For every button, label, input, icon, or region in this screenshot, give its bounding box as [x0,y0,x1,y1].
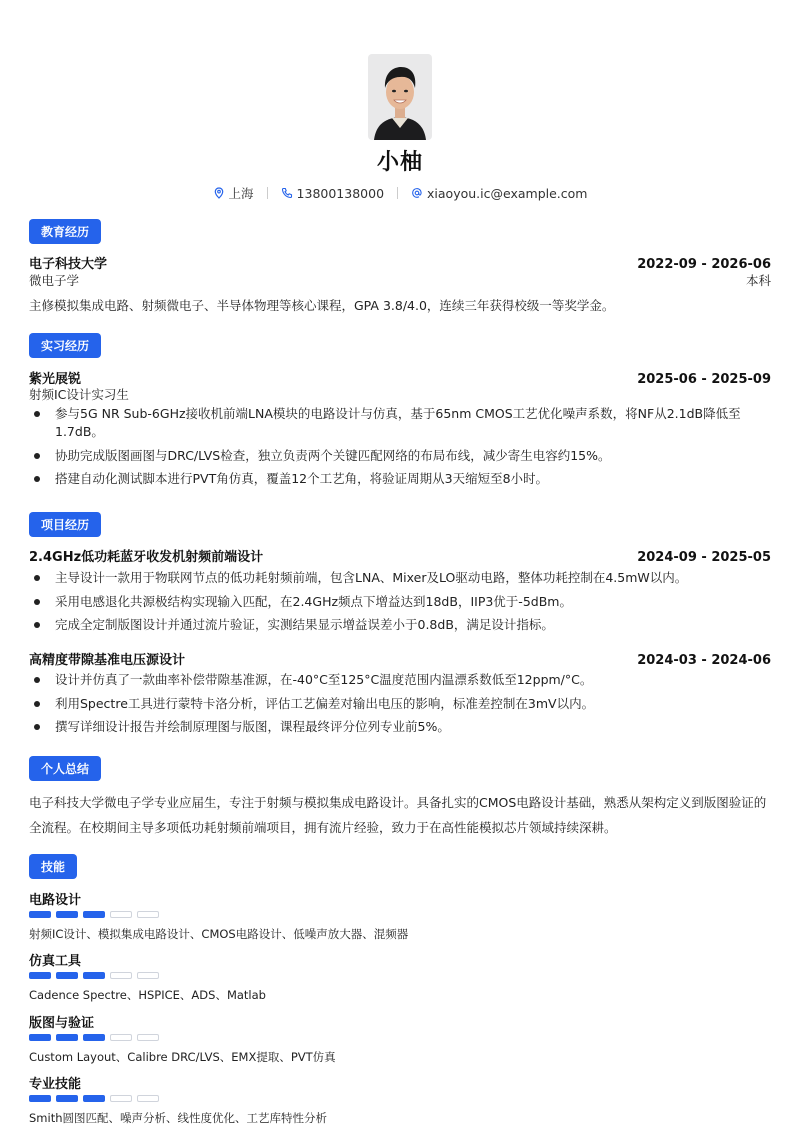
project-header [29,649,771,668]
phone-icon [281,187,293,199]
project-bullets [29,671,771,742]
skill-level-filled [29,911,51,918]
list-item: 完成全定制版图设计并通过流片验证，实测结果显示增益误差小于0.8dB，满足设计指标。 [29,616,771,634]
internship-dates: 2025-06 - 2025-09 [637,372,771,387]
section-tag-projects: 项目经历 [29,512,101,537]
skill-name: 专业技能 [29,1077,82,1092]
education-dates: 2022-09 - 2026-06 [637,257,771,272]
skill-level-filled [56,972,78,979]
skill-level [29,1095,159,1102]
contact-location: 上海 [213,184,254,202]
skill-level-empty [110,1034,132,1041]
section-tag-skills: 技能 [29,854,77,879]
education-description: 主修模拟集成电路、射频微电子、半导体物理等核心课程，GPA 3.8/4.0，连续三年获得校级一等奖学金。 [29,298,615,313]
project-header [29,546,771,565]
skill-level-empty [137,1034,159,1041]
skill-level-empty [137,911,159,918]
candidate-name: 小柚 [376,150,423,175]
project-bullets [29,569,771,640]
skill-level [29,911,159,918]
list-item: 主导设计一款用于物联网节点的低功耗射频前端，包含LNA、Mixer及LO驱动电路，整体功耗控制在4.5mW以内。 [29,569,771,587]
list-item: 搭建自动化测试脚本进行PVT角仿真，覆盖12个工艺角，将验证周期从3天缩短至8小时。 [29,470,771,488]
skill-level-filled [29,1034,51,1041]
company-name: 紫光展锐 [29,372,82,387]
skill-detail: Smith圆图匹配、噪声分析、线性度优化、工艺库特性分析 [29,1111,327,1125]
skill-level-empty [137,972,159,979]
skill-level-empty [110,1095,132,1102]
list-item: 撰写详细设计报告并绘制原理图与版图，课程最终评分位列专业前5%。 [29,718,771,736]
list-item: 采用电感退化共源极结构实现输入匹配，在2.4GHz频点下增益达到18dB，IIP3优于-5dBm。 [29,593,771,611]
skill-level-empty [110,911,132,918]
contact-email[interactable]: xiaoyou.ic@example.com [411,186,587,201]
skill-level-filled [56,1034,78,1041]
project-title: 2.4GHz低功耗蓝牙收发机射频前端设计 [29,550,264,565]
skill-level-filled [83,1034,105,1041]
degree: 本科 [745,273,771,288]
skill-name: 电路设计 [29,893,82,908]
section-tag-internship: 实习经历 [29,333,101,358]
divider [397,187,398,199]
skill-level [29,972,159,979]
internship-header [29,368,771,387]
skill-detail: 射频IC设计、模拟集成电路设计、CMOS电路设计、低噪声放大器、混频器 [29,927,409,941]
divider [267,187,268,199]
email-at-icon [411,187,423,199]
school-name: 电子科技大学 [29,257,108,272]
skill-level-filled [83,1095,105,1102]
skill-detail: Custom Layout、Calibre DRC/LVS、EMX提取、PVT仿真 [29,1050,336,1064]
skill-level-filled [83,972,105,979]
education-subheader [29,271,771,289]
project-dates: 2024-09 - 2025-05 [637,550,771,565]
skill-level-filled [56,1095,78,1102]
project-title: 高精度带隙基准电压源设计 [29,653,186,668]
skill-detail: Cadence Spectre、HSPICE、ADS、Matlab [29,988,266,1002]
list-item: 协助完成版图画图与DRC/LVS检查，独立负责两个关键匹配网络的布局布线，减少寄生电容约15%。 [29,447,771,465]
skill-level-filled [29,1095,51,1102]
skill-name: 仿真工具 [29,954,82,969]
section-tag-summary: 个人总结 [29,756,101,781]
skill-level [29,1034,159,1041]
education-header [29,253,771,272]
internship-role: 射频IC设计实习生 [29,387,129,402]
list-item: 参与5G NR Sub-6GHz接收机前端LNA模块的电路设计与仿真，基于65nm CMOS工艺优化噪声系数，将NF从2.1dB降低至1.7dB。 [29,405,771,441]
summary-text: 电子科技大学微电子学专业应届生，专注于射频与模拟集成电路设计。具备扎实的CMOS电路设计基础，熟悉从架构定义到版图验证的全流程。在校期间主导多项低功耗射频前端项目，拥有流片经验，致力于在高性能模拟芯片领域持续深耕。 [29,795,767,835]
list-item: 利用Spectre工具进行蒙特卡洛分析，评估工艺偏差对输出电压的影响，标准差控制在3mV以内。 [29,695,771,713]
list-item: 设计并仿真了一款曲率补偿带隙基准源，在-40°C至125°C温度范围内温漂系数低至12ppm/°C。 [29,671,771,689]
major: 微电子学 [29,273,80,288]
project-dates: 2024-03 - 2024-06 [637,653,771,668]
skill-level-filled [29,972,51,979]
skill-level-empty [137,1095,159,1102]
contact-bar [0,184,800,202]
contact-phone[interactable]: 13800138000 [281,186,384,201]
location-pin-icon [213,187,225,199]
skill-level-filled [83,911,105,918]
section-tag-education: 教育经历 [29,219,101,244]
skill-name: 版图与验证 [29,1016,95,1031]
internship-bullets [29,405,771,494]
skill-level-filled [56,911,78,918]
avatar [368,54,432,140]
skill-level-empty [110,972,132,979]
